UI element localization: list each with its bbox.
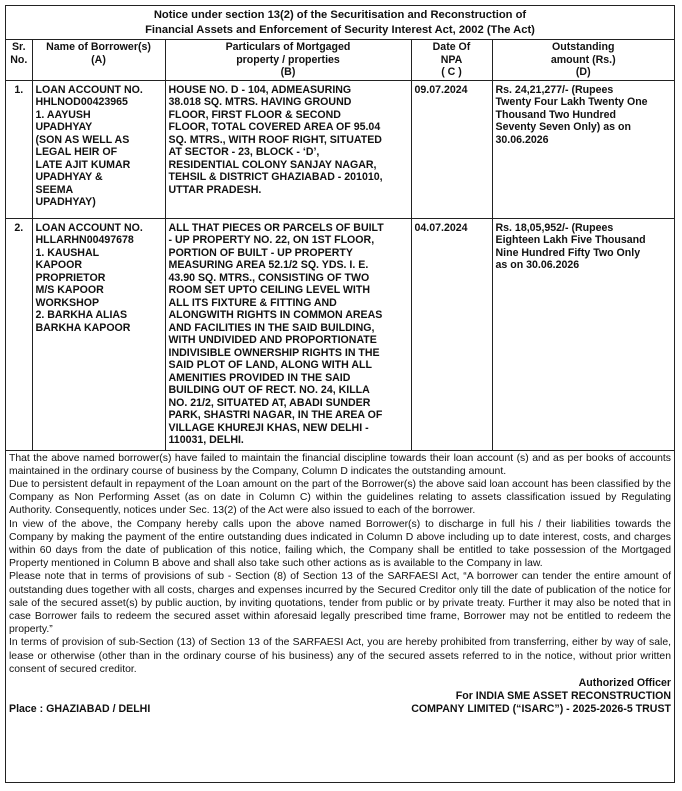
notice-title bbox=[6, 6, 674, 40]
paragraph-default: That the above named borrower(s) have failed to maintain the financial discipline towards their loan account (s) and as per books of accounts maintained in the ordinary course of business by the Company, Column D indicates the outstanding amount. bbox=[9, 452, 671, 477]
row-npa-date: 04.07.2024 bbox=[411, 218, 492, 450]
row-outstanding: Rs. 24,21,277/- (Rupees Twenty Four Lakh Twenty One Thousand Two Hundred Seventy Seven Only) as on 30.06.2026 bbox=[492, 80, 674, 218]
borrower-table bbox=[6, 40, 674, 451]
paragraph-npa-classification: Due to persistent default in repayment of the Loan amount on the part of the Borrower(s) the above said loan account has been classified by the Company as Non Performing Asset (as on date in Column C) within the guidelines relating to assets classification issued by Regulating Authority. Consequently, notices under Sec. 13(2) of the Act were also issued to each of the borrower. bbox=[9, 478, 671, 517]
notice-body bbox=[6, 451, 674, 677]
paragraph-demand: In view of the above, the Company hereby calls upon the above named Borrower(s) to discharge in full his / their liabilities towards the Company by making the payment of the entire outstanding dues indicated in Column D above including up to date interest, costs, and charges within 60 days from the date of publication of this notice, failing which, the Company shall be entitled to take possession of the Mortgaged Property mentioned in Column B above and shall also take such other actions as is available to the Company in law. bbox=[9, 518, 671, 570]
notice-title-line-2: Financial Assets and Enforcement of Security Interest Act, 2002 (The Act) bbox=[145, 24, 535, 36]
notice-title-line-1: Notice under section 13(2) of the Securitisation and Reconstruction of bbox=[153, 9, 527, 21]
table-row bbox=[6, 218, 674, 450]
row-outstanding: Rs. 18,05,952/- (Rupees Eighteen Lakh Five Thousand Nine Hundred Fifty Two Only as on 30.06.2026 bbox=[492, 218, 674, 450]
signature-line-2: For INDIA SME ASSET RECONSTRUCTION bbox=[455, 689, 671, 702]
signature-line-3: COMPANY LIMITED (“ISARC”) - 2025-2026-5 TRUST bbox=[411, 702, 671, 715]
authorized-officer bbox=[411, 677, 671, 716]
header-sr-no: Sr. No. bbox=[6, 40, 32, 80]
header-outstanding: Outstanding amount (Rs.) (D) bbox=[492, 40, 674, 80]
header-npa-date: Date Of NPA ( C ) bbox=[411, 40, 492, 80]
table-row bbox=[6, 80, 674, 218]
row-property: ALL THAT PIECES OR PARCELS OF BUILT - UP PROPERTY NO. 22, ON 1ST FLOOR, PORTION OF BUILT - UP PROPERTY MEASURING AREA 52.1/2 SQ. YDS. I. E. 43.90 SQ. MTRS., CONSISTING OF TWO ROOM SET UPTO CEILING LEVEL WITH ALL ITS FIXTURE & FITTING AND ALONGWITH RIGHTS IN COMMON AREAS AND FACILITIES IN THE SAID BUILDING, WITH UNDIVIDED AND PROPORTIONATE INDIVISIBLE OWNERSHIP RIGHTS IN THE SAID PLOT OF LAND, ALONG WITH ALL AMENITIES PROVIDED IN THE SAID BUILDING OUT OF RECT. NO. 24, KILLA NO. 21/2, SITUATED AT, ABADI SUNDER PARK, SHASTRI NAGAR, IN THE AREA OF VILLAGE KHUREJI KHAS, NEW DELHI - 110031, DELHI. bbox=[165, 218, 411, 450]
place-label: Place : GHAZIABAD / DELHI bbox=[9, 702, 151, 715]
row-borrower: LOAN ACCOUNT NO. HLLARHN00497678 1. KAUSHAL KAPOOR PROPRIETOR M/S KAPOOR WORKSHOP 2. BARKHA ALIAS BARKHA KAPOOR bbox=[32, 218, 165, 450]
table-header-row bbox=[6, 40, 674, 80]
header-property: Particulars of Mortgaged property / properties (B) bbox=[165, 40, 411, 80]
notice-box bbox=[5, 5, 675, 783]
paragraph-redemption: Please note that in terms of provisions of sub - Section (8) of Section 13 of the SARFAESI Act, “A borrower can tender the entire amount of outstanding dues together with all costs, charges and expenses incurred by the Secured Creditor only till the date of publication of the notice for sale of the secured asset(s) by public auction, by inviting quotations, tender from public or by private treaty. Further it may also be noted that in case Borrower fails to redeem the secured asset within aforesaid legally prescribed time frame, Borrower may not be entitled to redeem the property.” bbox=[9, 571, 671, 636]
row-sr-no: 2. bbox=[6, 218, 32, 450]
header-borrower: Name of Borrower(s) (A) bbox=[32, 40, 165, 80]
paragraph-prohibition: In terms of provision of sub-Section (13) of Section 13 of the SARFAESI Act, you are hereby prohibited from transferring, either by way of sale, lease or otherwise (other than in the ordinary course of his business) any of the secured assets referred to in the notice, without prior written consent of secured creditor. bbox=[9, 637, 671, 675]
row-property: HOUSE NO. D - 104, ADMEASURING 38.018 SQ. MTRS. HAVING GROUND FLOOR, FIRST FLOOR & SECOND FLOOR, TOTAL COVERED AREA OF 95.04 SQ. MTRS., WITH ROOF RIGHT, SITUATED AT SECTOR - 23, BLOCK - ‘D’, RESIDENTIAL COLONY SANJAY NAGAR, TEHSIL & DISTRICT GHAZIABAD - 201010, UTTAR PRADESH. bbox=[165, 80, 411, 218]
row-borrower: LOAN ACCOUNT NO. HHLNOD00423965 1. AAYUSH UPADHYAY (SON AS WELL AS LEGAL HEIR OF LATE AJIT KUMAR UPADHYAY & SEEMA UPADHYAY) bbox=[32, 80, 165, 218]
signature-line-1: Authorized Officer bbox=[578, 676, 671, 689]
row-npa-date: 09.07.2024 bbox=[411, 80, 492, 218]
row-sr-no: 1. bbox=[6, 80, 32, 218]
signature-block bbox=[6, 677, 674, 718]
